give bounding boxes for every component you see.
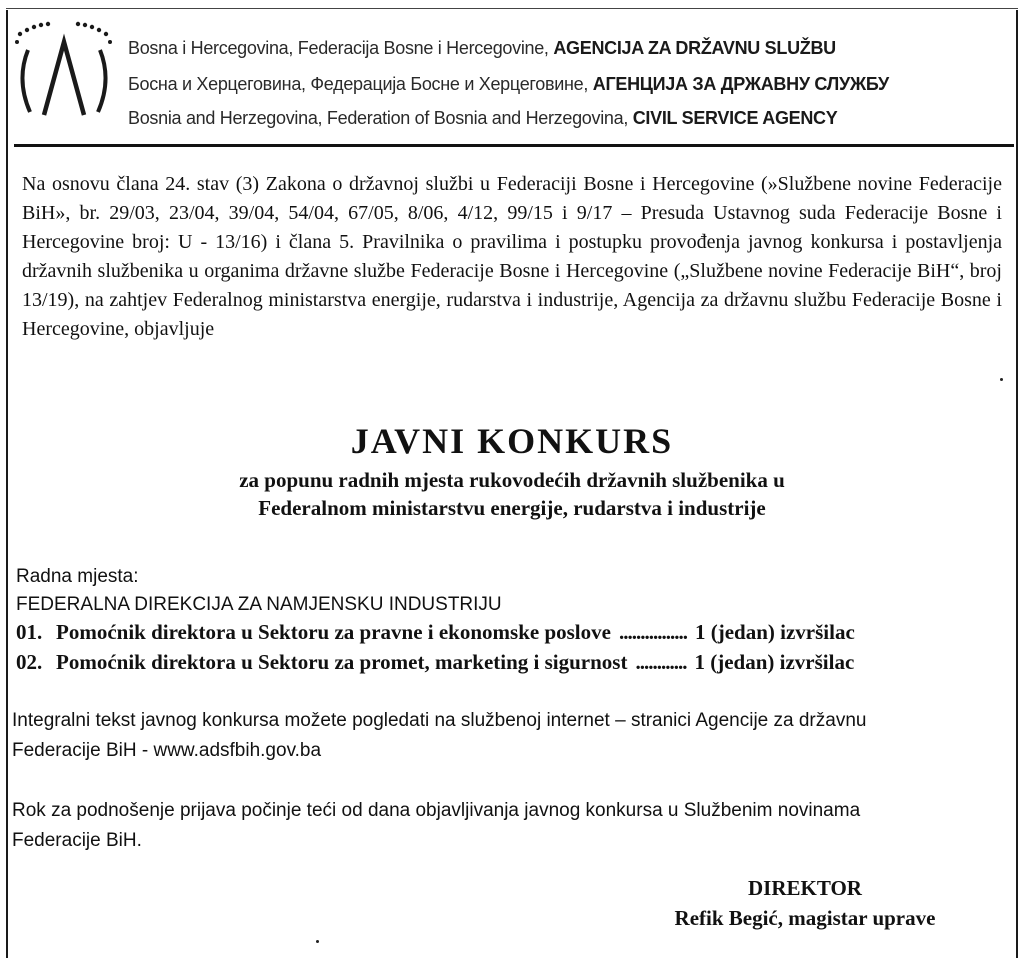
integral-text-line-2: Federacije BiH - www.adsfbih.gov.ba <box>12 740 322 761</box>
position-count: 1 (jedan) izvršilac <box>694 650 855 674</box>
position-item-1 <box>16 620 1016 645</box>
header-rule <box>14 144 1014 147</box>
page-title: JAVNI KONKURS <box>350 421 674 461</box>
agency-logo <box>14 20 114 128</box>
subtitle <box>0 466 1024 522</box>
header-line-english: Bosnia and Herzegovina, Federation of Bosnia and Herzegovina, CIVIL SERVICE AGENCY <box>128 108 838 128</box>
position-title: Pomoćnik direktora u Sektoru za pravne i ekonomske poslove <box>56 620 611 644</box>
integral-text-line-1: Integralni tekst javnog konkursa možete pogledati na službenoj internet – stranici Agencije za državnu <box>12 710 867 731</box>
deadline-line-1: Rok za podnošenje prijava počinje teći od dana objavljivanja javnog konkursa u Službenim novinama <box>12 800 861 821</box>
print-speck <box>316 940 319 943</box>
deadline-line-2: Federacije BiH. <box>12 830 142 851</box>
position-number: 01. <box>16 620 43 644</box>
integral-text-paragraph <box>12 706 1012 766</box>
header-line-cyrillic: Босна и Херцеговина, Федерација Босне и Херцеговине, АГЕНЦИЈА ЗА ДРЖАВНУ СЛУЖБУ <box>128 74 889 94</box>
intro-paragraph: Na osnovu člana 24. stav (3) Zakona o državnoj službi u Federaciji Bosne i Hercegovine (»Službene novine Federacije BiH», br. 29/03, 23/04, 39/04, 54/04, 67/05, 8/06, 4/12, 99/15 i 9/17 – Presuda Ustavnog suda Federacije Bosne i Hercegovine broj: U - 13/16) i člana 5. Pravilnika o pravilima i postupku provođenja javnog konkursa i postavljenja državnih službenika u organima državne službe Federacije Bosne i Hercegovine („Službene novine Federacije BiH“, broj 13/19), na zahtjev Federalnog ministarstva energije, rudarstva i industrije, Agencija za državnu službu Federacije Bosne i Hercegovine, objavljuje <box>22 173 1002 340</box>
deadline-paragraph <box>12 796 1012 856</box>
subtitle-line-2: Federalnom ministarstvu energije, rudarstva i industrije <box>258 496 766 520</box>
position-count: 1 (jedan) izvršilac <box>694 620 855 644</box>
print-speck <box>1000 378 1003 381</box>
position-title: Pomoćnik direktora u Sektoru za promet, marketing i sigurnost <box>56 650 628 674</box>
header-line-latin: Bosna i Hercegovina, Federacija Bosne i Hercegovine, AGENCIJA ZA DRŽAVNU SLUŽBU <box>128 38 836 58</box>
position-number: 02. <box>16 650 43 674</box>
position-dots: ............ <box>635 650 687 674</box>
signature-name: Refik Begić, magistar uprave <box>674 906 936 930</box>
position-dots: ................ <box>618 620 687 644</box>
positions-label: Radna mjesta: <box>16 566 139 587</box>
subtitle-line-1: za popunu radnih mjesta rukovodećih državnih službenika u <box>239 468 785 492</box>
position-item-2 <box>16 650 1016 675</box>
frame-top-border <box>6 8 1018 9</box>
positions-unit: FEDERALNA DIREKCIJA ZA NAMJENSKU INDUSTRIJU <box>16 594 502 615</box>
signature-role: DIREKTOR <box>748 876 862 900</box>
